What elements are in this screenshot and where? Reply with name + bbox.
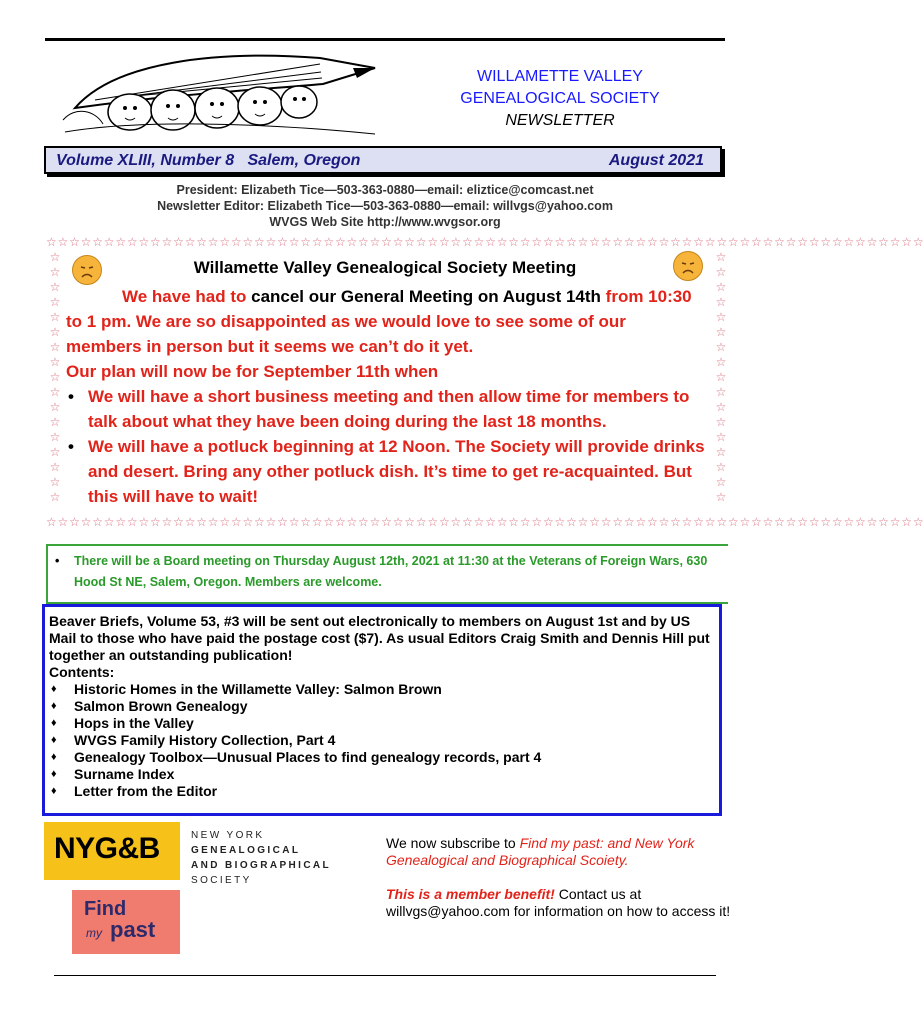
issue-date: August 2021 bbox=[608, 152, 704, 169]
meeting-title: Willamette Valley Genealogical Society Meeting bbox=[193, 258, 577, 277]
volume-banner bbox=[44, 146, 722, 174]
editor-line: Newsletter Editor: Elizabeth Tice—503-363-0880—email: willvgs@yahoo.com bbox=[157, 199, 613, 213]
star-border-right: ☆ ☆ ☆ ☆ ☆ ☆ ☆ ☆ ☆ ☆ ☆ ☆ ☆ ☆ ☆ ☆ ☆ bbox=[715, 250, 727, 504]
website-line: WVGS Web Site http://www.wvgsor.org bbox=[269, 215, 501, 229]
sub-b: Find my past: and New York Genealogical and Biographical Scoiety. bbox=[386, 835, 695, 868]
nygb-name-line4: SOCIETY bbox=[191, 875, 252, 886]
org-name-line2: GENEALOGICAL SOCIETY bbox=[460, 90, 660, 107]
board-meeting-text: • There will be a Board meeting on Thursday August 12th, 2021 at 11:30 at the Veterans of Foreign Wars, 630 Hood St NE, Salem, Oregon. Members are welcome. bbox=[70, 551, 719, 593]
beaver-briefs-box bbox=[42, 604, 722, 816]
member-benefit-line bbox=[386, 886, 731, 920]
top-rule bbox=[45, 38, 725, 41]
sub-a: We now subscribe to bbox=[386, 835, 520, 851]
fmp-find: Find bbox=[84, 898, 127, 920]
location: Salem, Oregon bbox=[247, 152, 361, 169]
nygb-name-line3: AND BIOGRAPHICAL bbox=[191, 860, 332, 871]
nygb-name-line1: NEW YORK bbox=[191, 830, 265, 841]
subscription-line bbox=[386, 835, 731, 869]
cancellation-paragraph bbox=[66, 284, 706, 359]
volume-number: Volume XLIII, Number 8 bbox=[56, 152, 235, 169]
newsletter-label: NEWSLETTER bbox=[505, 112, 615, 129]
list-item: ♦ WVGS Family History Collection, Part 4 bbox=[49, 732, 714, 749]
board-meeting-box bbox=[46, 544, 728, 604]
cancel-black: cancel our General Meeting on August 14th bbox=[251, 287, 601, 306]
bottom-rule bbox=[54, 975, 716, 976]
list-item: ♦ Hops in the Valley bbox=[49, 715, 714, 732]
plan-list bbox=[66, 384, 706, 509]
sub-c: This is a member benefit! bbox=[386, 886, 555, 902]
president-line: President: Elizabeth Tice—503-363-0880—email: eliztice@comcast.net bbox=[176, 183, 594, 197]
nygb-logo-text: NYG&B bbox=[54, 832, 160, 865]
star-border-bottom: ☆☆☆☆☆☆☆☆☆☆☆☆☆☆☆☆☆☆☆☆☆☆☆☆☆☆☆☆☆☆☆☆☆☆☆☆☆☆☆☆☆☆☆☆☆☆☆☆☆☆☆☆☆☆☆☆☆☆☆☆☆☆☆☆☆☆☆☆☆☆☆☆☆☆☆☆ bbox=[46, 515, 924, 529]
list-item: ♦ Surname Index bbox=[49, 766, 714, 783]
cancel-red-a: We have had to bbox=[122, 287, 252, 306]
officers-block bbox=[45, 182, 725, 230]
list-item: ♦ Genealogy Toolbox—Unusual Places to find genealogy records, part 4 bbox=[49, 749, 714, 766]
nygb-name bbox=[191, 828, 331, 888]
subscription-notice bbox=[386, 835, 731, 920]
nygb-logo bbox=[44, 822, 180, 880]
beavers-pencil-logo-icon bbox=[55, 50, 385, 140]
beaver-briefs-text bbox=[49, 613, 714, 800]
sub-d: Contact us at willvgs@yahoo.com for information on how to access it! bbox=[386, 886, 731, 919]
org-name-line1: WILLAMETTE VALLEY bbox=[477, 68, 643, 85]
list-item: ♦ Letter from the Editor bbox=[49, 783, 714, 800]
volume-location bbox=[56, 152, 360, 170]
star-border-left: ☆ ☆ ☆ ☆ ☆ ☆ ☆ ☆ ☆ ☆ ☆ ☆ ☆ ☆ ☆ ☆ ☆ bbox=[49, 250, 61, 504]
contents-label: Contents: bbox=[49, 664, 115, 680]
plan-paragraph: Our plan will now be for September 11th when bbox=[66, 362, 439, 381]
org-title bbox=[400, 66, 720, 132]
findmypast-logo bbox=[72, 890, 180, 954]
meeting-notice bbox=[66, 284, 706, 509]
list-item: ♦ Salmon Brown Genealogy bbox=[49, 698, 714, 715]
beaver-briefs-intro: Beaver Briefs, Volume 53, #3 will be sent out electronically to members on August 1st and by US Mail to those who have paid the postage cost ($7). As usual Editors Craig Smith and Dennis Hill put together an outstanding publication! bbox=[49, 613, 710, 663]
contents-list bbox=[49, 681, 714, 800]
fmp-my: my bbox=[86, 926, 102, 940]
list-item: ♦ Historic Homes in the Willamette Valley: Salmon Brown bbox=[49, 681, 714, 698]
star-border-top: ☆☆☆☆☆☆☆☆☆☆☆☆☆☆☆☆☆☆☆☆☆☆☆☆☆☆☆☆☆☆☆☆☆☆☆☆☆☆☆☆☆☆☆☆☆☆☆☆☆☆☆☆☆☆☆☆☆☆☆☆☆☆☆☆☆☆☆☆☆☆☆☆☆☆☆☆ bbox=[46, 235, 924, 249]
fmp-past: past bbox=[110, 917, 156, 942]
cancel-red-b: from 10:30 to 1 pm. We are so disappointed as we would love to see some of our members in person but it seems we can’t do it yet. bbox=[66, 287, 692, 356]
nygb-name-line2: GENEALOGICAL bbox=[191, 845, 301, 856]
list-item: • We will have a short business meeting and then allow time for members to talk about what they have been doing during the last 18 months. bbox=[88, 384, 706, 434]
list-item: • We will have a potluck beginning at 12 Noon. The Society will provide drinks and desert. Bring any other potluck dish. It’s time to get re-acquainted. But this will have to wait! bbox=[88, 434, 706, 509]
